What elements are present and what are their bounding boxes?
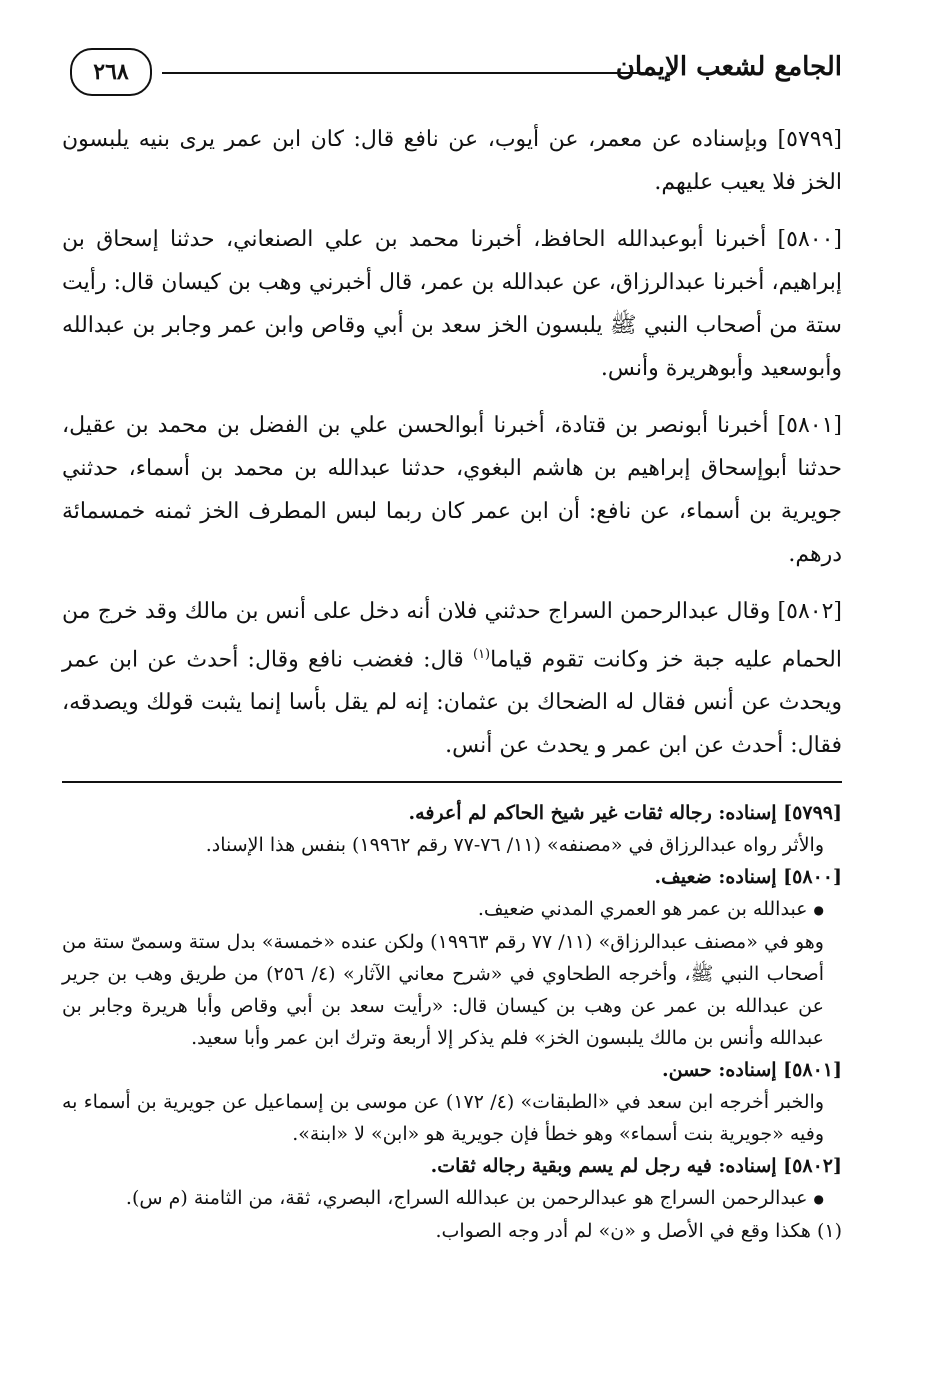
footnote-text: والخبر أخرجه ابن سعد في «الطبقات» (٤/ ١٧٢) عن موسى بن إسماعيل عن جويرية بن أسماء به وفيه «جويرية بنت أسماء» وهو خطأ فإن جويرية هو «ابن» لا «ابنة». (62, 1091, 824, 1146)
footnote-bullet: ● عبدالرحمن السراج هو عبدالرحمن بن عبدالله السراج، البصري، ثقة، من الثامنة (م س). (62, 1182, 842, 1215)
page-header (62, 38, 842, 110)
footnote-heading: [٥٨٠٢] إسناده: فيه رجل لم يسم وبقية رجاله ثقات. (430, 1155, 842, 1178)
footnote-marker: (١) (472, 647, 491, 662)
footnotes-section (62, 797, 842, 1247)
footnote-note: (١) هكذا وقع في الأصل و «ن» لم أدر وجه الصواب. (435, 1220, 842, 1243)
book-page (62, 38, 842, 1247)
footnote-text: والأثر رواه عبدالرزاق في «مصنفه» (١١/ ٧٦-٧٧ رقم ١٩٩٦٢) بنفس هذا الإسناد. (205, 834, 824, 857)
footnote-heading: [٥٨٠٠] إسناده: ضعيف. (654, 866, 842, 889)
hadith-entry-5802 (62, 590, 842, 767)
header-rule (162, 72, 644, 74)
main-text (62, 118, 842, 767)
footnote-heading: [٥٨٠١] إسناده: حسن. (662, 1059, 842, 1082)
entry-text-part: [٥٨٠٢] وقال عبدالرحمن السراج حدثني فلان أنه دخل على أنس بن مالك وقد خرج من الحمام عليه جبة خز وكانت تقوم قياما (62, 599, 842, 673)
page-number-badge: ٢٦٨ (70, 48, 152, 96)
entry-text-part: قال: فغضب نافع وقال: أحدث عن ابن عمر ويحدث عن أنس فقال له الضحاك بن عثمان: إنه لم يقل بأسا إنما يثبت قولك ويصدقه، فقال: أحدث عن ابن عمر و يحدث عن أنس. (62, 647, 842, 759)
hadith-entry-5801: [٥٨٠١] أخبرنا أبونصر بن قتادة، أخبرنا أبوالحسن علي بن الفضل بن محمد بن عقيل، حدثنا أبوإسحاق إبراهيم بن هاشم البغوي، حدثنا عبدالله بن محمد بن أسماء، حدثني جويرية بن أسماء، عن نافع: أن ابن عمر كان ربما لبس المطرف الخز ثمنه خمسمائة درهم. (62, 413, 842, 567)
footnote-bullet: ● عبدالله بن عمر هو العمري المدني ضعيف. (62, 893, 842, 926)
footnote-separator (62, 781, 842, 783)
hadith-entry-5799: [٥٧٩٩] وبإسناده عن معمر، عن أيوب، عن نافع قال: كان ابن عمر يرى بنيه يلبسون الخز فلا يعيب عليهم. (62, 127, 842, 195)
footnote-text: وهو في «مصنف عبدالرزاق» (١١/ ٧٧ رقم ١٩٩٦٣) ولكن عنده «خمسة» بدل ستة وسمىّ ستة من أصحاب النبي ﷺ، وأخرجه الطحاوي في «شرح معاني الآثار» (٤/ ٢٥٦) من طريق وهب بن جرير عن عبدالله بن عمر عن وهب بن كيسان قال: «رأيت سعد بن أبي وقاص وأبا هريرة وجابر بن عبدالله وأنس بن مالك يلبسون الخز» فلم يذكر إلا أربعة وترك ابن عمر وأبا سعيد. (62, 931, 824, 1050)
running-title: الجامع لشعب الإيمان (615, 52, 842, 82)
footnote-heading: [٥٧٩٩] إسناده: رجاله ثقات غير شيخ الحاكم لم أعرفه. (408, 802, 842, 825)
hadith-entry-5800: [٥٨٠٠] أخبرنا أبوعبدالله الحافظ، أخبرنا محمد بن علي الصنعاني، حدثنا إسحاق بن إبراهيم، أخبرنا عبدالرزاق، عن عبدالله بن عمر، قال أخبرني وهب بن كيسان قال: رأيت ستة من أصحاب النبي ﷺ يلبسون الخز سعد بن أبي وقاص وابن عمر وجابر بن عبدالله وأبوسعيد وأبوهريرة وأنس. (62, 227, 842, 381)
